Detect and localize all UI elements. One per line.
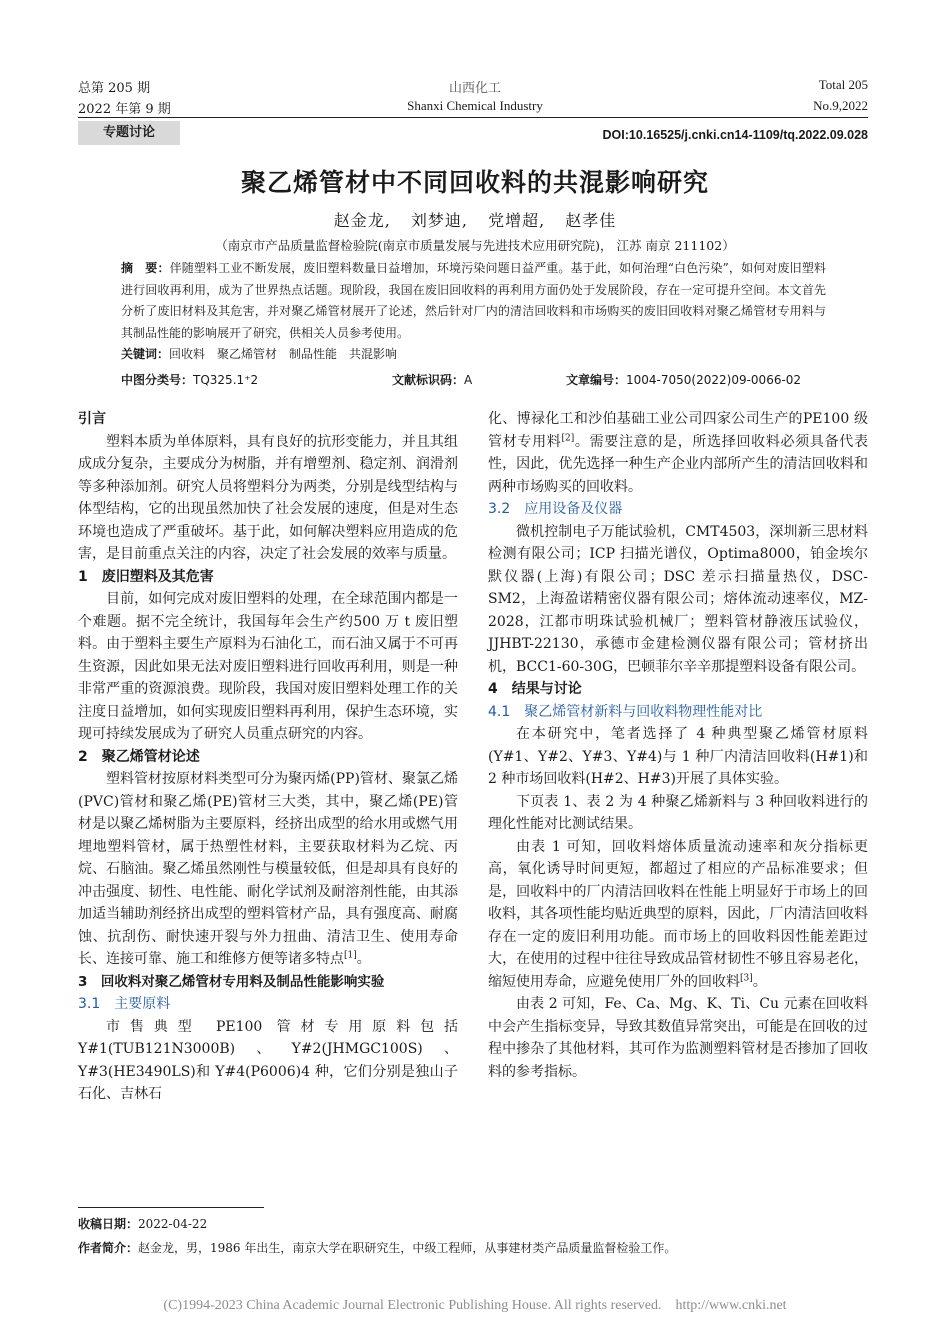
footnote-rule [78, 1207, 264, 1208]
received-label: 收稿日期： [78, 1217, 139, 1231]
abstract [121, 258, 826, 366]
ref-2: [2] [561, 432, 575, 443]
section-4-1-p3-text: 由表 1 可知，回收料熔体质量流动速率和灰分指标更高，氧化诱导时间更短，都超过了相应的产品标准要求；但是，回收料中的厂内清洁回收料在性能上明显好于市场上的回收料，其各项性能均贴近典型的原料，因此，厂内清洁回收料存在一定的废旧利用功能。而市场上的回收料因性能差距过大，在使用的过程中往往导致成品管材韧性不够且容易老化，缩短使用寿命，应避免使用厂外的回收料 [488, 838, 868, 990]
doi: DOI:10.16525/j.cnki.cn14-1109/tq.2022.09.028 [602, 128, 868, 142]
author-bio [78, 1239, 676, 1256]
section-tag: 专题讨论 [78, 121, 180, 145]
keywords-text: 回收料 聚乙烯管材 制品性能 共混影响 [169, 347, 398, 361]
intro-heading: 引言 [78, 411, 106, 427]
section-3-1-paragraph: 市售典型 PE100 管材专用原料包括 Y#1(TUB121N3000B)、Y#2(JHMGC100S)、Y#3(HE3490LS)和 Y#4(P6006)4 种，它们分别是独山子石化、吉林石 [78, 1018, 458, 1102]
clc-number [121, 371, 258, 388]
section-3-2-paragraph: 微机控制电子万能试验机，CMT4503，深圳新三思材料检测有限公司；ICP 扫描光谱仪，Optima8000，铂金埃尔默仪器(上海)有限公司；DSC 差示扫描量热仪，DSC-SM2，上海盈诺精密仪器有限公司；熔体流动速率仪，MZ-2028，江都市明珠试验机械厂；塑料管材静液压试验仪，JJHBT-22130，承德市金建检测仪器有限公司；管材挤出机，BCC1-60-30G，巴顿菲尔辛辛那提塑料设备有限公司。 [488, 523, 868, 675]
section-4-1-paragraph-2: 下页表 1、表 2 为 4 种聚乙烯新料与 3 种回收料进行的理化性能对比测试结果。 [488, 793, 868, 832]
author-bio-value: 赵金龙，男，1986 年出生，南京大学在职研究生，中级工程师，从事建材类产品质量监督检验工作。 [138, 1241, 677, 1255]
section-2-heading: 2 聚乙烯管材论述 [78, 748, 200, 765]
clc-value: TQ325.1⁺2 [193, 373, 259, 387]
right-column [488, 408, 868, 1083]
ref-1: [1] [344, 950, 357, 961]
authors: 赵金龙, 刘梦迪, 党增超, 赵孝佳 [333, 211, 617, 230]
ref-3: [3] [740, 972, 753, 983]
section-1-heading: 1 废旧塑料及其危害 [78, 568, 214, 585]
header-rule [78, 117, 868, 118]
art-label: 文章编号： [566, 373, 627, 387]
section-3-1-cont-text: 化、博禄化工和沙伯基础工业公司四家公司生产的PE100 级管材专用料 [488, 411, 868, 450]
section-4-heading: 4 结果与讨论 [488, 681, 582, 697]
section-2-paragraph [78, 768, 458, 971]
left-column [78, 408, 458, 1106]
section-3-1-cont-text2: 。需要注意的是，所选择回收料必须具备代表性，因此，优先选择一种生产企业内部所产生的清洁回收料和两种市场购买的回收料。 [488, 433, 869, 495]
received-value: 2022-04-22 [138, 1217, 208, 1231]
section-4-1-paragraph-3 [488, 836, 868, 994]
section-3-1-continued [488, 408, 868, 498]
journal-name-en: Shanxi Chemical Industry [407, 98, 543, 113]
copyright-notice: (C)1994-2023 China Academic Journal Electronic Publishing House. All rights reserved. http://www.cnki.net [163, 1298, 787, 1313]
received-date [78, 1215, 207, 1232]
abstract-text: 伴随塑料工业不断发展，废旧塑料数量日益增加，环境污染问题日益严重。基于此，如何治理“白色污染”，如何对废旧塑料进行回收再利用，成为了世界热点话题。现阶段，我国在废旧回收料的再利用方面仍处于发展阶段，存在一定可提升空间。本文首先分析了废旧材料及其危害，并对聚乙烯管材展开了论述，然后针对厂内的清洁回收料和市场购买的废旧回收料对聚乙烯管材专用料与其制品性能的影响展开了研究，供相关人员参考使用。 [121, 261, 826, 340]
doc-value: A [464, 373, 473, 387]
author-bio-label: 作者简介： [78, 1241, 139, 1255]
section-4-1-p3-end: 。 [752, 973, 767, 990]
section-4-1-paragraph-4: 由表 2 可知，Fe、Ca、Mg、K、Ti、Cu 元素在回收料中会产生指标变异，导致其数值异常突出，可能是在回收的过程中掺杂了其他材料，其可作为监测塑料管材是否掺加了回收料的参考指标。 [488, 996, 868, 1080]
section-4-1-paragraph-1: 在本研究中，笔者选择了 4 种典型聚乙烯管材原料(Y#1、Y#2、Y#3、Y#4)与 1 种厂内清洁回收料(H#1)和 2 种市场回收料(H#2、H#3)开展了具体实验。 [488, 726, 868, 787]
journal-name-cn: 山西化工 [448, 81, 501, 96]
keywords-label: 关键词： [121, 347, 170, 361]
doc-code [392, 371, 472, 388]
issue-number: 2022 年第 9 期 [78, 102, 171, 117]
affiliation: （南京市产品质量监督检验院(南京市质量发展与先进技术应用研究院)， 江苏 南京 211102） [215, 238, 735, 253]
clc-label: 中图分类号： [121, 373, 194, 387]
total-issue-en: Total 205 [818, 77, 868, 92]
intro-paragraph: 塑料本质为单体原料，具有良好的抗形变能力，并且其组成成分复杂，主要成分为树脂，并有增塑剂、稳定剂、润滑剂等多种添加剂。研究人员将塑料分为两类，分别是线型结构与体型结构，它的出现虽然加快了社会发展的速度，但是对生态环境也造成了严重破坏。基于此，如何解决塑料应用造成的危害，是目前重点关注的内容，决定了社会发展的效率与质量。 [78, 433, 458, 562]
section-3-heading: 3 回收料对聚乙烯管材专用料及制品性能影响实验 [78, 973, 385, 990]
issue-number-en: No.9,2022 [813, 98, 868, 113]
section-4-1-heading: 4.1 聚乙烯管材新料与回收料物理性能对比 [488, 703, 763, 720]
article-title: 聚乙烯管材中不同回收料的共混影响研究 [240, 168, 709, 197]
section-1-paragraph: 目前，如何完成对废旧塑料的处理，在全球范围内都是一个难题。据不完全统计，我国每年会生产约500 万 t 废旧塑料。由于塑料主要生产原料为石油化工，而石油又属于不可再生资源，因此如果无法对废旧塑料进行回收再利用，则是一种非常严重的资源浪费。现阶段，我国对废旧塑料处理工作的关注度日益增加，如何实现废旧塑料再利用，保护生态环境，实现可持续发展成为了研究人员重点研究的内容。 [78, 591, 458, 742]
art-value: 1004-7050(2022)09-0066-02 [626, 373, 802, 387]
section-2-end: 。 [356, 951, 371, 967]
abstract-label: 摘 要： [121, 261, 170, 275]
section-3-1-heading: 3.1 主要原料 [78, 996, 171, 1012]
section-3-2-heading: 3.2 应用设备及仪器 [488, 501, 623, 517]
issue-total: 总第 205 期 [78, 81, 151, 96]
section-2-text: 塑料管材按原材料类型可分为聚丙烯(PP)管材、聚氯乙烯(PVC)管材和聚乙烯(PE)管材三大类，其中，聚乙烯(PE)管材是以聚乙烯树脂为主要原料，经挤出成型的给水用或燃气用埋地塑料管材，属于热塑性材料，主要获取材料为乙烷、丙烷、石脑油。聚乙烯虽然刚性与模量较低，但是却具有良好的冲击强度、韧性、电性能、耐化学试剂及耐溶剂性能，由其添加适当辅助剂经挤出成型的塑料管材产品，具有强度高、耐腐蚀、抗刮伤、耐快速开裂与外力扭曲、清洁卫生、使用寿命长、连接可靠、施工和维修方便等诸多特点 [78, 771, 458, 967]
doc-label: 文献标识码： [392, 373, 465, 387]
article-number [566, 371, 801, 388]
